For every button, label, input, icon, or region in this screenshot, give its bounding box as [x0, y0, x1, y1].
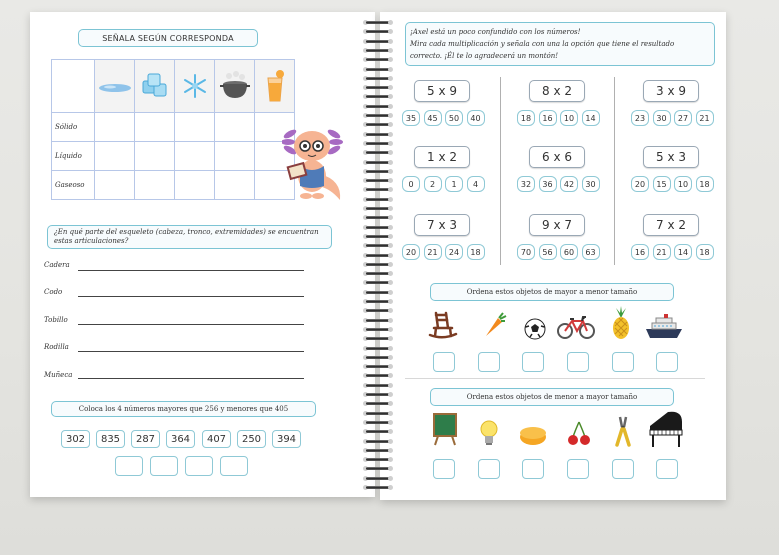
answer-option[interactable]: 56 — [539, 244, 557, 260]
spiral-ring — [364, 448, 392, 454]
multiplication-expression: 6 x 6 — [529, 146, 585, 168]
spiral-ring — [364, 234, 392, 240]
spiral-ring — [364, 225, 392, 231]
spiral-ring — [364, 420, 392, 426]
spiral-ring — [364, 20, 392, 26]
spiral-ring — [364, 178, 392, 184]
row-label: Líquido — [52, 142, 95, 171]
spiral-ring — [364, 76, 392, 82]
spiral-ring — [364, 439, 392, 445]
number-card[interactable]: 250 — [237, 430, 266, 448]
order-title-1: Ordena estos objetos de mayor a menor tamaño — [430, 283, 674, 301]
order-box[interactable] — [656, 459, 678, 479]
spiral-ring — [364, 39, 392, 45]
answer-box[interactable] — [220, 456, 248, 476]
numbers-title: Coloca los 4 números mayores que 256 y menores que 405 — [51, 401, 316, 417]
order-title-2: Ordena estos objetos de menor a mayor tamaño — [430, 388, 674, 406]
answer-line[interactable] — [78, 351, 304, 352]
number-card[interactable]: 394 — [272, 430, 301, 448]
multiplication-expression: 3 x 9 — [643, 80, 699, 102]
spiral-ring — [364, 85, 392, 91]
skeleton-question — [47, 225, 332, 249]
order-box[interactable] — [478, 459, 500, 479]
juice-glass-icon — [263, 69, 287, 103]
multiplication-expression: 7 x 2 — [643, 214, 699, 236]
states-of-matter-table — [51, 59, 295, 200]
order-box[interactable] — [567, 459, 589, 479]
order-box[interactable] — [612, 352, 634, 372]
cruise-ship-icon — [644, 313, 684, 341]
joint-label: Cadera — [44, 261, 70, 269]
spiral-ring — [364, 57, 392, 63]
answer-box[interactable] — [150, 456, 178, 476]
rocking-chair-icon — [428, 310, 458, 340]
answer-option[interactable]: 20 — [402, 244, 420, 260]
spiral-ring — [364, 29, 392, 35]
multiplication-expression: 9 x 7 — [529, 214, 585, 236]
answer-option[interactable]: 36 — [539, 176, 557, 192]
answer-option[interactable]: 18 — [696, 176, 714, 192]
column-divider — [614, 77, 615, 265]
answer-option[interactable]: 21 — [424, 244, 442, 260]
answer-line[interactable] — [78, 378, 304, 379]
spiral-ring — [364, 355, 392, 361]
order-box[interactable] — [433, 459, 455, 479]
answer-line[interactable] — [78, 270, 304, 271]
answer-option[interactable]: 32 — [517, 176, 535, 192]
number-card[interactable]: 287 — [131, 430, 160, 448]
number-card[interactable]: 407 — [202, 430, 231, 448]
instructions-line: Mira cada multiplicación y señala con una la opción que tiene el resultado — [410, 40, 675, 48]
ice-cubes-icon — [140, 71, 170, 101]
carrot-icon — [478, 310, 508, 340]
answer-option[interactable]: 70 — [517, 244, 535, 260]
spiral-ring — [364, 327, 392, 333]
spiral-ring — [364, 187, 392, 193]
number-card[interactable]: 835 — [96, 430, 125, 448]
answer-option[interactable]: 21 — [696, 110, 714, 126]
order-box[interactable] — [433, 352, 455, 372]
axolotl-mascot-icon — [282, 124, 346, 204]
answer-option[interactable]: 30 — [653, 110, 671, 126]
instructions-box — [405, 22, 715, 66]
answer-box[interactable] — [115, 456, 143, 476]
chalkboard-icon — [431, 412, 459, 446]
order-box[interactable] — [478, 352, 500, 372]
bicycle-icon — [556, 314, 596, 340]
answer-option[interactable]: 1 — [445, 176, 463, 192]
spiral-ring — [364, 243, 392, 249]
answer-option[interactable]: 10 — [560, 110, 578, 126]
answer-option[interactable]: 14 — [582, 110, 600, 126]
answer-option[interactable]: 20 — [631, 176, 649, 192]
answer-option[interactable]: 27 — [674, 110, 692, 126]
column-divider — [500, 77, 501, 265]
snowflake-icon — [182, 73, 208, 99]
spiral-ring — [364, 150, 392, 156]
answer-option[interactable]: 4 — [467, 176, 485, 192]
spiral-ring — [364, 392, 392, 398]
answer-option[interactable]: 0 — [402, 176, 420, 192]
joint-label: Tobillo — [44, 316, 68, 324]
spiral-ring — [364, 197, 392, 203]
spiral-ring — [364, 373, 392, 379]
spiral-ring — [364, 457, 392, 463]
spiral-ring — [364, 346, 392, 352]
number-card[interactable]: 364 — [166, 430, 195, 448]
water-puddle-icon — [98, 77, 132, 95]
section-divider — [405, 378, 705, 379]
answer-option[interactable]: 60 — [560, 244, 578, 260]
multiplication-expression: 8 x 2 — [529, 80, 585, 102]
soccer-ball-icon — [523, 317, 547, 341]
answer-option[interactable]: 10 — [674, 176, 692, 192]
skeleton-question-text: ¿En qué parte del esqueleto (cabeza, tronco, extremidades) se encuentran estas articulaciones? — [54, 228, 319, 245]
spiral-ring — [364, 160, 392, 166]
spiral-ring — [364, 429, 392, 435]
multiplication-expression: 1 x 2 — [414, 146, 470, 168]
answer-option[interactable]: 63 — [582, 244, 600, 260]
spiral-ring — [364, 169, 392, 175]
table-title: SEÑALA SEGÚN CORRESPONDA — [78, 29, 258, 47]
answer-option[interactable]: 45 — [424, 110, 442, 126]
multiplication-expression: 7 x 3 — [414, 214, 470, 236]
spiral-ring — [364, 364, 392, 370]
light-bulb-icon — [478, 419, 500, 447]
answer-option[interactable]: 16 — [631, 244, 649, 260]
order-box[interactable] — [522, 352, 544, 372]
spiral-ring — [364, 122, 392, 128]
spiral-ring — [364, 215, 392, 221]
spiral-binding — [364, 16, 392, 500]
spiral-ring — [364, 280, 392, 286]
answer-option[interactable]: 23 — [631, 110, 649, 126]
spiral-ring — [364, 336, 392, 342]
joint-label: Rodilla — [44, 343, 69, 351]
piano-icon — [646, 410, 686, 448]
answer-line[interactable] — [78, 296, 304, 297]
spiral-ring — [364, 253, 392, 259]
spiral-ring — [364, 94, 392, 100]
spiral-ring — [364, 383, 392, 389]
answer-option[interactable]: 2 — [424, 176, 442, 192]
joint-label: Codo — [44, 288, 63, 296]
instructions-line: correcto. ¡Él te lo agradecerá un montón! — [410, 52, 559, 60]
answer-option[interactable]: 18 — [696, 244, 714, 260]
instructions-line: ¡Axel está un poco confundido con los números! — [410, 28, 581, 36]
spiral-ring — [364, 476, 392, 482]
answer-option[interactable]: 42 — [560, 176, 578, 192]
spiral-ring — [364, 411, 392, 417]
spiral-ring — [364, 67, 392, 73]
answer-option[interactable]: 35 — [402, 110, 420, 126]
pineapple-icon — [608, 306, 634, 340]
answer-option[interactable]: 50 — [445, 110, 463, 126]
spiral-ring — [364, 104, 392, 110]
cherries-icon — [565, 419, 593, 447]
answer-box[interactable] — [185, 456, 213, 476]
answer-option[interactable]: 18 — [467, 244, 485, 260]
joint-label: Muñeca — [44, 371, 73, 379]
number-card[interactable]: 302 — [61, 430, 90, 448]
spiral-ring — [364, 308, 392, 314]
row-label: Gaseoso — [52, 171, 95, 200]
order-box[interactable] — [612, 459, 634, 479]
answer-option[interactable]: 24 — [445, 244, 463, 260]
spiral-ring — [364, 132, 392, 138]
answer-option[interactable]: 40 — [467, 110, 485, 126]
spiral-ring — [364, 113, 392, 119]
spiral-ring — [364, 318, 392, 324]
order-box[interactable] — [656, 352, 678, 372]
order-box[interactable] — [522, 459, 544, 479]
answer-option[interactable]: 16 — [539, 110, 557, 126]
spiral-ring — [364, 466, 392, 472]
answer-option[interactable]: 21 — [653, 244, 671, 260]
spiral-ring — [364, 485, 392, 491]
steaming-pot-icon — [219, 71, 251, 101]
cheese-icon — [518, 423, 548, 447]
answer-option[interactable]: 14 — [674, 244, 692, 260]
spiral-ring — [364, 206, 392, 212]
row-label: Sólido — [52, 113, 95, 142]
answer-option[interactable]: 30 — [582, 176, 600, 192]
spiral-ring — [364, 262, 392, 268]
spiral-ring — [364, 271, 392, 277]
spiral-ring — [364, 290, 392, 296]
spiral-ring — [364, 299, 392, 305]
pliers-icon — [611, 415, 635, 447]
multiplication-expression: 5 x 3 — [643, 146, 699, 168]
spiral-ring — [364, 48, 392, 54]
order-box[interactable] — [567, 352, 589, 372]
answer-option[interactable]: 18 — [517, 110, 535, 126]
answer-line[interactable] — [78, 324, 304, 325]
spiral-ring — [364, 141, 392, 147]
spiral-ring — [364, 401, 392, 407]
answer-option[interactable]: 15 — [653, 176, 671, 192]
multiplication-expression: 5 x 9 — [414, 80, 470, 102]
